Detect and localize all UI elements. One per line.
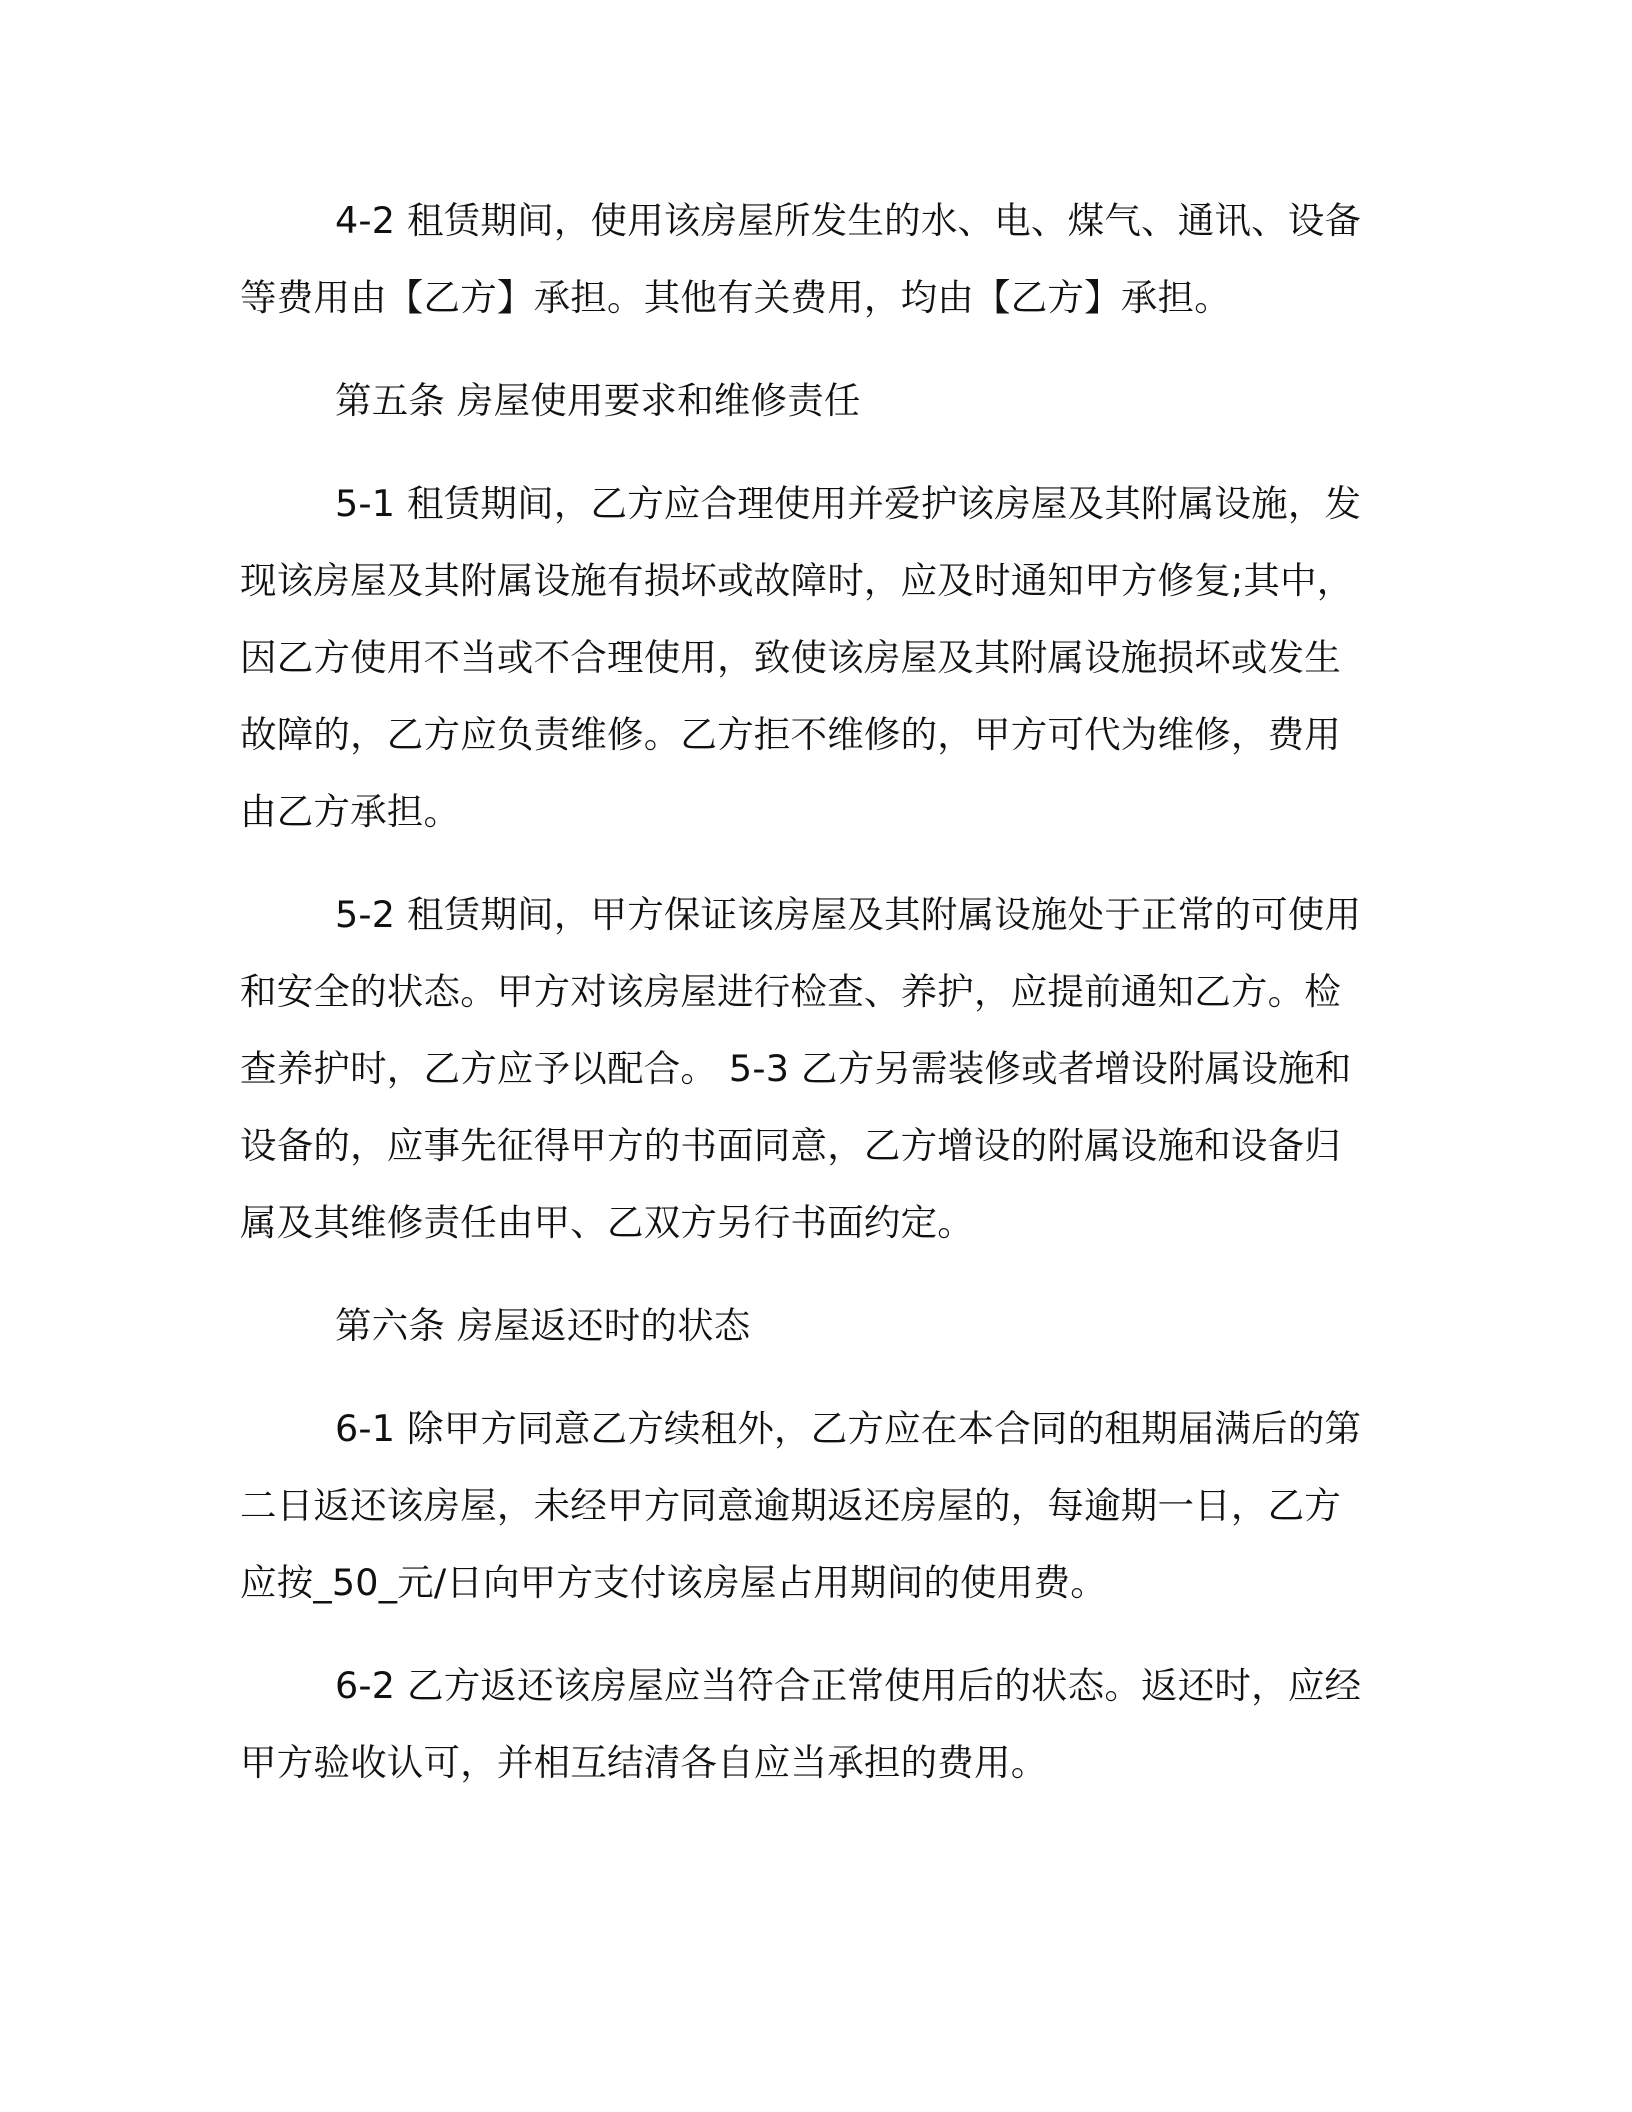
paragraph-5-2-5-3: 5-2 租赁期间，甲方保证该房屋及其附属设施处于正常的可使用和安全的状态。甲方对该房屋进行检查、养护，应提前通知乙方。检查养护时，乙方应予以配合。 5-3 乙方另需装修或者增设附属设施和设备的，应事先征得甲方的书面同意，乙方增设的附属设施和设备归属及其维修责任由甲、乙双方另行书面约定。 xyxy=(240,893,1362,1244)
paragraph-6-1: 6-1 除甲方同意乙方续租外，乙方应在本合同的租期届满后的第二日返还该房屋，未经甲方同意逾期返还房屋的，每逾期一日，乙方应按_50_元/日向甲方支付该房屋占用期间的使用费。 xyxy=(240,1407,1362,1604)
paragraph-6-2: 6-2 乙方返还该房屋应当符合正常使用后的状态。返还时，应经甲方验收认可，并相互结清各自应当承担的费用。 xyxy=(240,1664,1362,1784)
section-heading-article-6: 第六条 房屋返还时的状态 xyxy=(335,1304,751,1347)
paragraph-4-2: 4-2 租赁期间，使用该房屋所发生的水、电、煤气、通讯、设备等费用由【乙方】承担。其他有关费用，均由【乙方】承担。 xyxy=(240,199,1362,319)
document-body xyxy=(240,182,1372,1827)
paragraph-5-1: 5-1 租赁期间，乙方应合理使用并爱护该房屋及其附属设施，发现该房屋及其附属设施有损坏或故障时，应及时通知甲方修复;其中，因乙方使用不当或不合理使用，致使该房屋及其附属设施损坏或发生故障的，乙方应负责维修。乙方拒不维修的，甲方可代为维修，费用由乙方承担。 xyxy=(240,482,1362,833)
section-heading-article-5: 第五条 房屋使用要求和维修责任 xyxy=(335,379,861,422)
